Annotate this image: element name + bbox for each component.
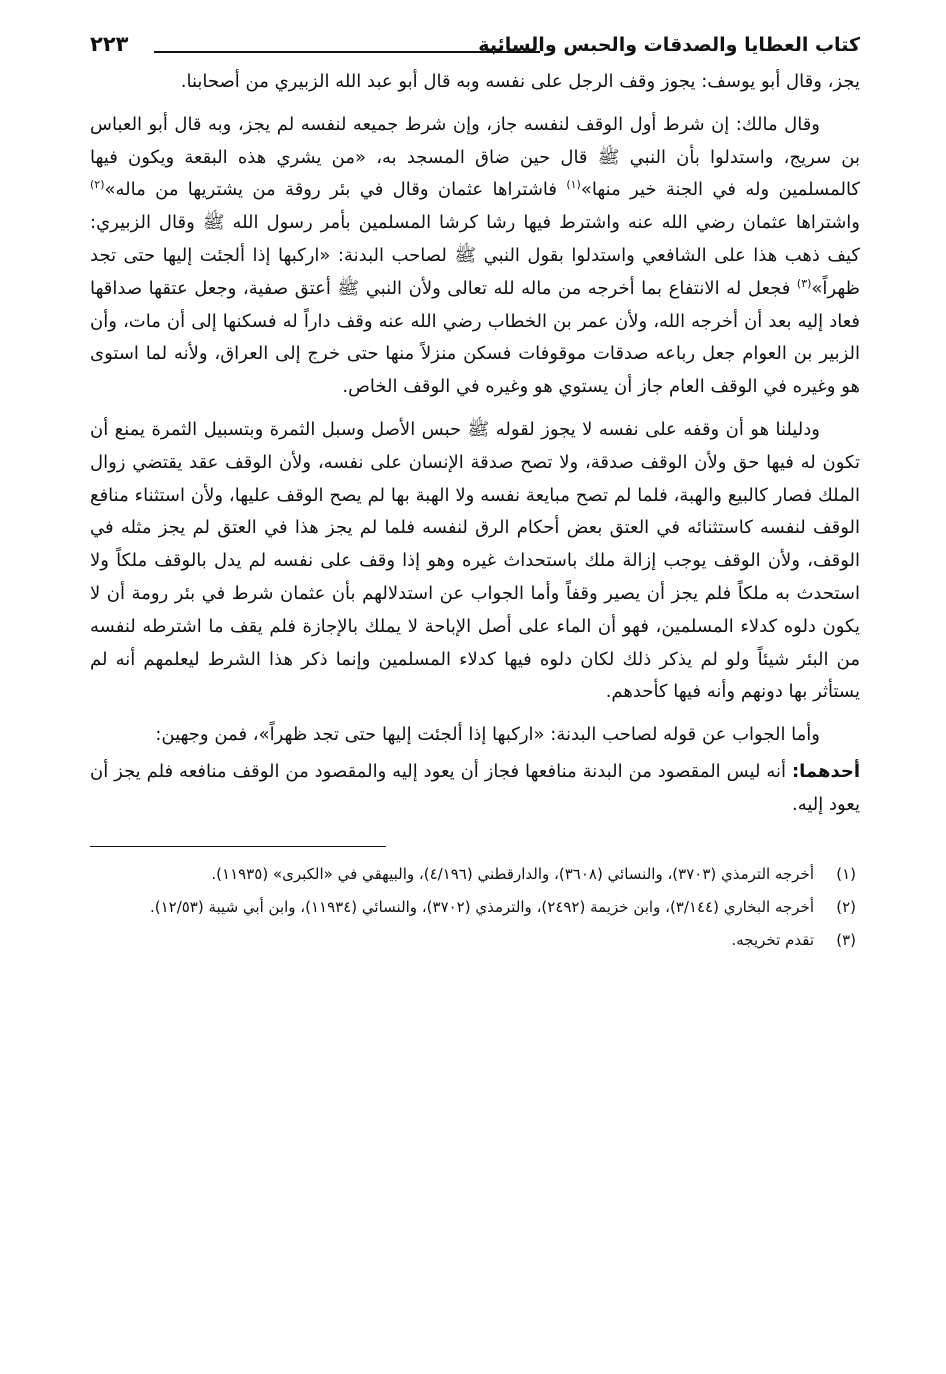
footnote-text: أخرجه البخاري (٣/١٤٤)، وابن خزيمة (٢٤٩٢)، والترمذي (٣٧٠٢)، والنسائي (١١٩٣٤)، وابن أبي شيبة (١٢/٥٣). bbox=[149, 897, 814, 916]
footnote-text: تقدم تخريجه. bbox=[731, 930, 814, 949]
footnote-item bbox=[90, 861, 860, 888]
paragraph-2-part-d: فجعل له الانتفاع بما أخرجه من ماله لله تعالى ولأن النبي ﷺ أعتق صفية، وجعل عتقها صداقها فعاد إليه بعد أن أخرجه الله، ولأن عمر بن الخطاب رضي الله عنه وقف داراً له فسكنها إلى أن مات، وأن الزبير بن العوام جعل رباعه صدقات موقوفات فسكن منزلاً منها حتى خرج إلى العراق، ولأنه لما استوى هو وغيره في الوقف العام جاز أن يستوي هو وغيره في الوقف الخاص. bbox=[90, 277, 860, 398]
footnote-number: (١) bbox=[836, 864, 856, 883]
footnote-item bbox=[90, 894, 860, 921]
paragraph-2-part-c: واشتراها عثمان رضي الله عنه واشترط فيها رشا كرشا المسلمين بأمر رسول الله ﷺ وقال الزبيري: كيف ذهب هذا على الشافعي واستدلوا بقول النبي ﷺ لصاحب البدنة: «اركبها إذا ألجئت إليها حتى تجد ظهراً» bbox=[90, 212, 860, 299]
paragraph-1: يجز، وقال أبو يوسف: يجوز وقف الرجل على نفسه وبه قال أبو عبد الله الزبيري من أصحابنا. bbox=[180, 71, 860, 92]
footnote-separator bbox=[90, 846, 386, 847]
paragraph-3: ودليلنا هو أن وقفه على نفسه لا يجوز لقوله ﷺ حبس الأصل وسبل الثمرة وبتسبيل الثمرة يمنع أن تكون له فيها حق ولأن الوقف صدقة، ولا تصح صدقة الإنسان على نفسه، ولأن الوقف عقد يقتضي زوال الملك فصار كالبيع والهبة، فلما لم تصح مبايعة نفسه ولا الهبة بها لم يصح الوقف عليها، ولأن استثناء منافع الوقف لنفسه كاستثنائه في العتق بعض أحكام الرق لنفسه فلما لم يجز هذا في العتق لم يجز مثله في الوقف، ولأن الوقف يوجب إزالة ملك باستحداث غيره وهو إذا وقف على نفسه لم يدل بالوقف ملكاً ولا استحدث به ملكاً فلم يجز أن يصير وقفاً وأما الجواب عن استدلالهم بأن عثمان شرط في بئر رومة أن لا يكون دلوه كدلاء المسلمين، فهو أن الماء على أصل الإباحة لا يملك بالإجازة فلم يقف ما اشترطه لنفسه من البئر شيئاً ولو لم يذكر ذلك لكان دلوه فيها كدلاء المسلمين وإنما ذكر هذا الشرط ليعلمهم أنه لم يستأثر بها دونهم وأنه فيها كأحدهم. bbox=[90, 418, 860, 703]
page-number: ٢٢٣ bbox=[90, 32, 129, 56]
footnote-ref-1[interactable]: (١) bbox=[566, 178, 581, 192]
main-text bbox=[90, 66, 860, 822]
running-title: كتاب العطايا والصدقات والحبس والسائبة bbox=[478, 34, 860, 56]
paragraph-2-part-a: وقال مالك: إن شرط أول الوقف لنفسه جاز، وإن شرط جميعه لنفسه لم يجز، وبه قال أبو العباس بن سريج، واستدلوا بأن النبي ﷺ قال حين ضاق المسجد به، «من يشري هذه البقعة ويكون فيها كالمسلمين وله في الجنة خير منها» bbox=[90, 113, 860, 201]
footnote-ref-3[interactable]: (٣) bbox=[796, 276, 812, 290]
footnote-number: (٣) bbox=[836, 930, 856, 949]
paragraph-5 bbox=[90, 756, 860, 822]
paragraph-2 bbox=[90, 109, 860, 404]
footnotes bbox=[90, 861, 860, 954]
footnote-item bbox=[90, 927, 860, 954]
footnote-number: (٢) bbox=[836, 897, 856, 916]
page-header bbox=[90, 34, 860, 66]
paragraph-5-lead: أحدهما: bbox=[791, 760, 860, 782]
paragraph-4: وأما الجواب عن قوله لصاحب البدنة: «اركبها إذا ألجئت إليها حتى تجد ظهراً»، فمن وجهين: bbox=[155, 724, 820, 746]
paragraph-5-text: أنه ليس المقصود من البدنة منافعها فجاز أن يعود إليه والمقصود من الوقف منافعه فلم يجز أن يعود إليه. bbox=[90, 760, 860, 815]
footnote-ref-2[interactable]: (٢) bbox=[90, 178, 105, 192]
footnote-text: أخرجه الترمذي (٣٧٠٣)، والنسائي (٣٦٠٨)، والدارقطني (٤/١٩٦)، والبيهقي في «الكبرى» (١١٩٣٥). bbox=[211, 864, 814, 883]
header-rule bbox=[154, 51, 540, 53]
book-page bbox=[90, 34, 860, 1354]
paragraph-2-part-b: فاشتراها عثمان وقال في بئر روقة من يشتريها من ماله» bbox=[104, 179, 567, 201]
